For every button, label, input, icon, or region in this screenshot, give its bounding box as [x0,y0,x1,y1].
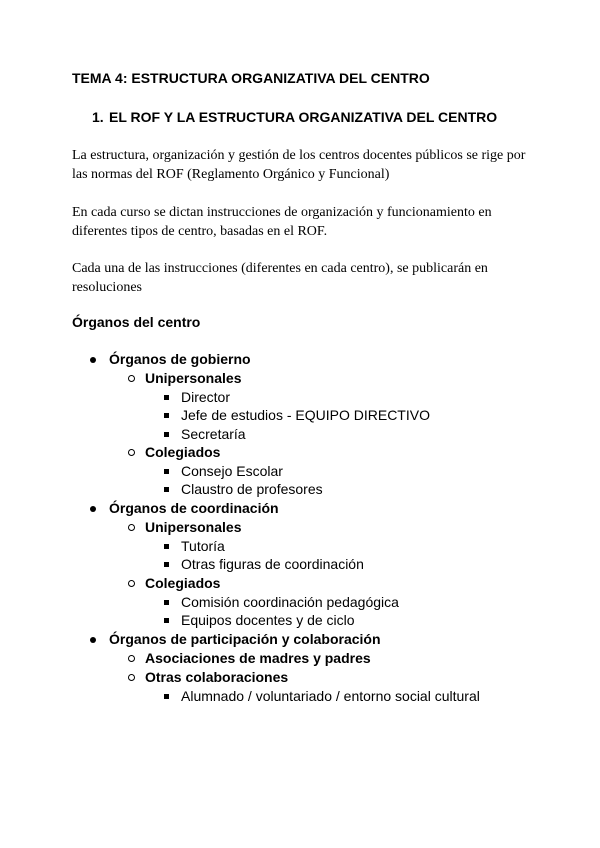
square-bullet [164,694,169,699]
list-item: Secretaría [181,426,246,442]
list-level2-coord-col: Colegiados [145,575,221,591]
section-number: 1. [92,109,104,125]
circle-bullet [128,524,135,531]
square-bullet [164,469,169,474]
square-bullet [164,618,169,623]
list-level2-gob-col: Colegiados [145,444,221,460]
list-item: Comisión coordinación pedagógica [181,594,399,610]
list-item: Director [181,389,231,405]
disc-bullet [90,357,96,363]
square-bullet [164,600,169,605]
square-bullet [164,432,169,437]
list-item: Alumnado / voluntariado / entorno social cultural [181,688,480,704]
list-item: Jefe de estudios - EQUIPO DIRECTIVO [181,407,430,423]
document-title: TEMA 4: ESTRUCTURA ORGANIZATIVA DEL CENTRO [72,70,430,86]
square-bullet [164,413,169,418]
circle-bullet [128,674,135,681]
square-bullet [164,544,169,549]
list-item: Equipos docentes y de ciclo [181,612,355,628]
list-item: Tutoría [181,538,225,554]
paragraph-1: La estructura, organización y gestión de los centros docentes públicos se rige por las normas del ROF (Reglamento Orgánico y Funcional) [72,148,526,182]
list-level1-gobierno: Órganos de gobierno [109,351,251,367]
square-bullet [164,562,169,567]
paragraph-2: En cada curso se dictan instrucciones de organización y funcionamiento en diferentes tipos de centro, basadas en el ROF. [72,205,492,239]
list-level1-participacion: Órganos de participación y colaboración [109,631,381,647]
circle-bullet [128,449,135,456]
list-level2-gob-uni: Unipersonales [145,370,242,386]
list-level2-part-otras: Otras colaboraciones [145,669,289,685]
circle-bullet [128,655,135,662]
list-item: Consejo Escolar [181,463,283,479]
section-title: EL ROF Y LA ESTRUCTURA ORGANIZATIVA DEL CENTRO [109,109,498,125]
circle-bullet [128,580,135,587]
square-bullet [164,395,169,400]
subheading: Órganos del centro [72,314,201,330]
list-item: Otras figuras de coordinación [181,556,364,572]
paragraph-3: Cada una de las instrucciones (diferentes en cada centro), se publicarán en resoluciones [72,261,488,295]
circle-bullet [128,375,135,382]
list-level2-part-asoc: Asociaciones de madres y padres [145,650,371,666]
list-level1-coordinacion: Órganos de coordinación [109,500,279,516]
disc-bullet [90,637,96,643]
disc-bullet [90,506,96,512]
square-bullet [164,487,169,492]
list-item: Claustro de profesores [181,481,323,497]
list-level2-coord-uni: Unipersonales [145,519,242,535]
